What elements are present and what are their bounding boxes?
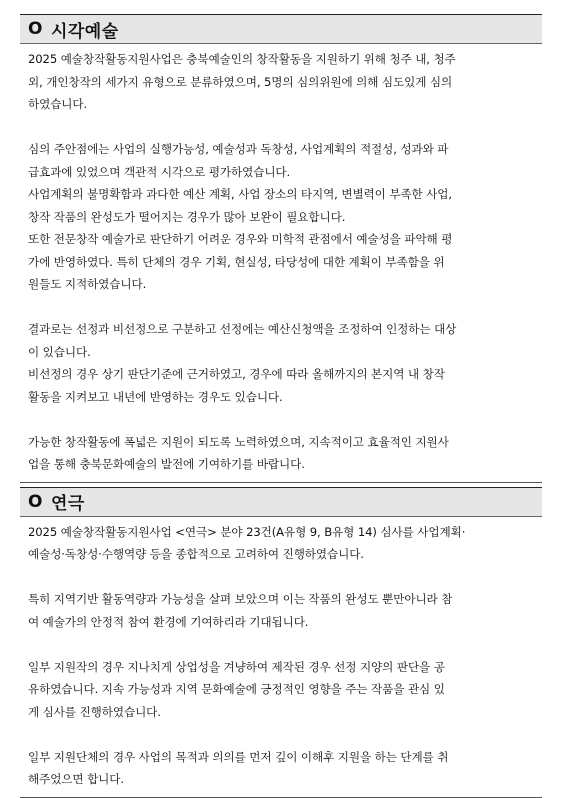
text-line: 예술성·독창성·수행역량 등을 종합적으로 고려하여 진행하였습니다. — [28, 547, 364, 561]
document-page — [20, 14, 542, 798]
text-line: 특히 지역기반 활동역량과 가능성을 살펴 보았으며 이는 작품의 완성도 뿐만아니라 참 — [28, 592, 453, 606]
section-title: 시각예술 — [50, 21, 119, 42]
text-line: 게 심사를 진행하였습니다. — [28, 704, 161, 719]
text-line: 결과로는 선정과 비선정으로 구분하고 선정에는 예산신청액을 조정하여 인정하는 대상 — [28, 322, 457, 336]
text-line: 가에 반영하였다. 특히 단체의 경우 기획, 현실성, 타당성에 대한 계획이 부족함을 위 — [28, 254, 445, 269]
paragraph — [28, 746, 532, 791]
text-line: 비선정의 경우 상기 판단기준에 근거하였고, 경우에 따라 올해까지의 본지역 내 창작 — [28, 367, 445, 381]
text-line: 일부 지원작의 경우 지나치게 상업성을 겨냥하여 제작된 경우 선정 지양의 판단을 공 — [28, 659, 445, 674]
text-line: 업을 통해 충북문화예술의 발전에 기여하기를 바랍니다. — [28, 457, 305, 471]
text-line: 일부 지원단체의 경우 사업의 목적과 의의를 먼저 깊이 이해후 지원을 하는 단계를 취 — [28, 749, 449, 764]
text-line: 활동을 지켜보고 내년에 반영하는 경우도 있습니다. — [28, 389, 283, 404]
text-line: 외, 개인창작의 세가지 유형으로 분류하였으며, 5명의 심의위원에 의해 심도있게 심의 — [28, 74, 453, 89]
paragraph — [28, 48, 532, 116]
section-marker: O — [28, 19, 43, 39]
section-title: 연극 — [50, 494, 85, 514]
section-theater — [20, 487, 542, 798]
paragraph-spacer — [28, 116, 532, 139]
text-line: 심의 주안점에는 사업의 실행가능성, 예술성과 독창성, 사업계획의 적절성, 성과와 파 — [28, 142, 449, 156]
text-line: 여 예술가의 안정적 참여 환경에 기여하리라 기대됩니다. — [28, 614, 309, 629]
paragraph — [28, 138, 532, 296]
text-line: 사업계획의 불명확함과 과다한 예산 계획, 사업 장소의 타지역, 변별력이 부족한 사업, — [28, 187, 452, 201]
text-line: 가능한 창작활동에 폭넓은 지원이 되도록 노력하였으며, 지속적이고 효율적인 지원사 — [28, 434, 449, 449]
paragraph-spacer — [28, 296, 532, 319]
text-line: 창작 작품의 완성도가 떨어지는 경우가 많아 보완이 필요합니다. — [28, 209, 346, 224]
text-line: 또한 전문창작 예술가로 판단하기 어려운 경우와 미학적 관점에서 예술성을 파악해 평 — [28, 232, 453, 246]
section-body — [20, 44, 542, 482]
text-line: 2025 예술창작활동지원사업은 충북예술인의 창작활동을 지원하기 위해 청주 내, 청주 — [28, 52, 456, 66]
paragraph — [28, 588, 532, 633]
paragraph — [28, 431, 532, 476]
paragraph-spacer — [28, 566, 532, 589]
paragraph-spacer — [28, 723, 532, 746]
paragraph-spacer — [28, 633, 532, 656]
text-line: 급효과에 있었으며 객관적 시각으로 평가하였습니다. — [28, 164, 291, 179]
text-line: 원들도 지적하였습니다. — [28, 277, 147, 291]
paragraph — [28, 656, 532, 724]
paragraph — [28, 318, 532, 408]
paragraph — [28, 521, 532, 566]
text-line: 하였습니다. — [28, 97, 88, 111]
section-header — [20, 14, 542, 44]
text-line: 2025 예술창작활동지원사업 <연극> 분야 23건(A유형 9, B유형 14) 심사를 사업계획· — [28, 524, 466, 539]
section-marker: O — [28, 491, 43, 512]
section-visual-arts — [20, 14, 542, 483]
text-line: 이 있습니다. — [28, 344, 91, 359]
text-line: 유하였습니다. 지속 가능성과 지역 문화예술에 긍정적인 영향을 주는 작품을 관심 있 — [28, 682, 445, 696]
section-body — [20, 517, 542, 797]
paragraph-spacer — [28, 408, 532, 431]
section-header — [20, 487, 542, 517]
text-line: 해주었으면 합니다. — [28, 772, 124, 786]
